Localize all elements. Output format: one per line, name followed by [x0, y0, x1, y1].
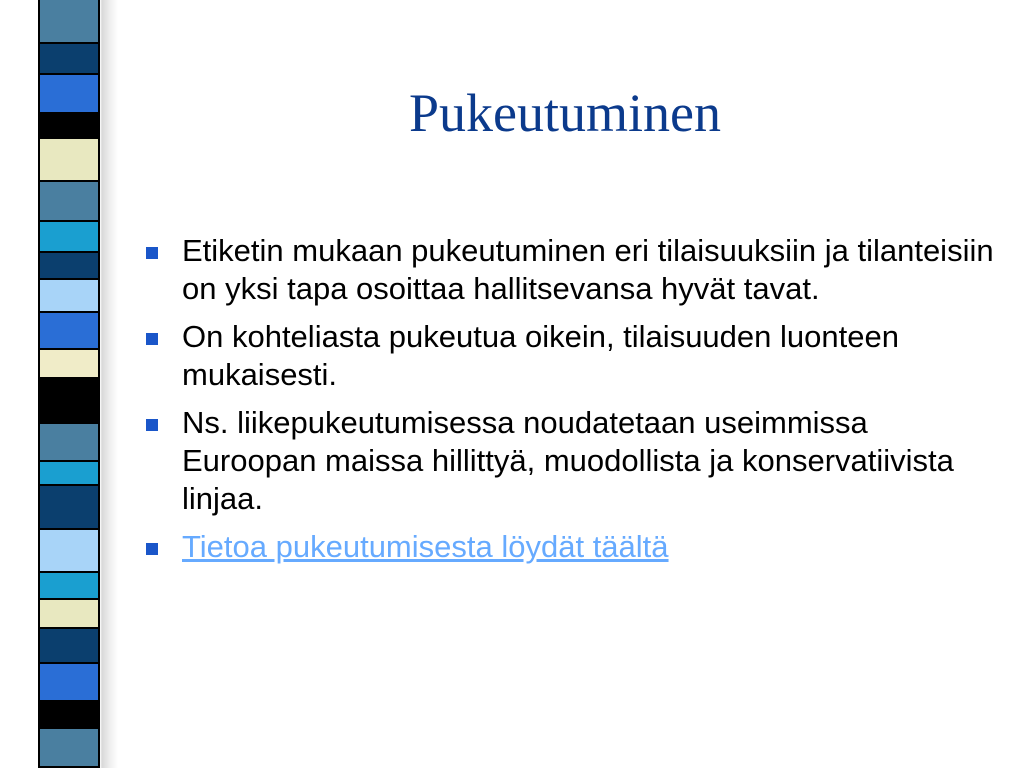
strip-band [40, 350, 98, 379]
strip-band [40, 530, 98, 573]
bullet-text: Etiketin mukaan pukeutuminen eri tilaisuuksiin ja tilanteisiin on yksi tapa osoittaa hallitsevansa hyvät tavat. [182, 233, 994, 306]
strip-band [40, 486, 98, 530]
strip-band [40, 600, 98, 629]
bullet-item [142, 232, 1002, 308]
strip-band [40, 702, 98, 729]
strip-band [40, 182, 98, 223]
bullet-item [142, 528, 1002, 566]
strip-band [40, 462, 98, 485]
strip-band [40, 629, 98, 664]
strip-band [40, 253, 98, 280]
square-bullet-icon [146, 419, 158, 431]
bullet-text: On kohteliasta pukeutua oikein, tilaisuuden luonteen mukaisesti. [182, 319, 899, 392]
info-link[interactable]: Tietoa pukeutumisesta löydät täältä [182, 529, 669, 564]
strip-band [40, 139, 98, 182]
bullet-item [142, 404, 1002, 518]
strip-band [40, 573, 98, 600]
square-bullet-icon [146, 333, 158, 345]
slide-title: Pukeutuminen [409, 83, 721, 143]
bullet-list [142, 232, 1002, 576]
strip-band [40, 114, 98, 139]
strip-band [40, 280, 98, 313]
decorative-color-strip [38, 0, 100, 768]
strip-band [40, 44, 98, 75]
strip-band [40, 313, 98, 350]
square-bullet-icon [146, 247, 158, 259]
strip-band [40, 729, 98, 768]
strip-band [40, 664, 98, 703]
bullet-text: Ns. liikepukeutumisessa noudatetaan useimmissa Euroopan maissa hillittyä, muodollista ja konservatiivista linjaa. [182, 405, 954, 516]
strip-band [40, 424, 98, 463]
strip-band [40, 379, 98, 423]
strip-band [40, 75, 98, 114]
strip-band [40, 222, 98, 253]
square-bullet-icon [146, 543, 158, 555]
bullet-item [142, 318, 1002, 394]
strip-band [40, 0, 98, 44]
